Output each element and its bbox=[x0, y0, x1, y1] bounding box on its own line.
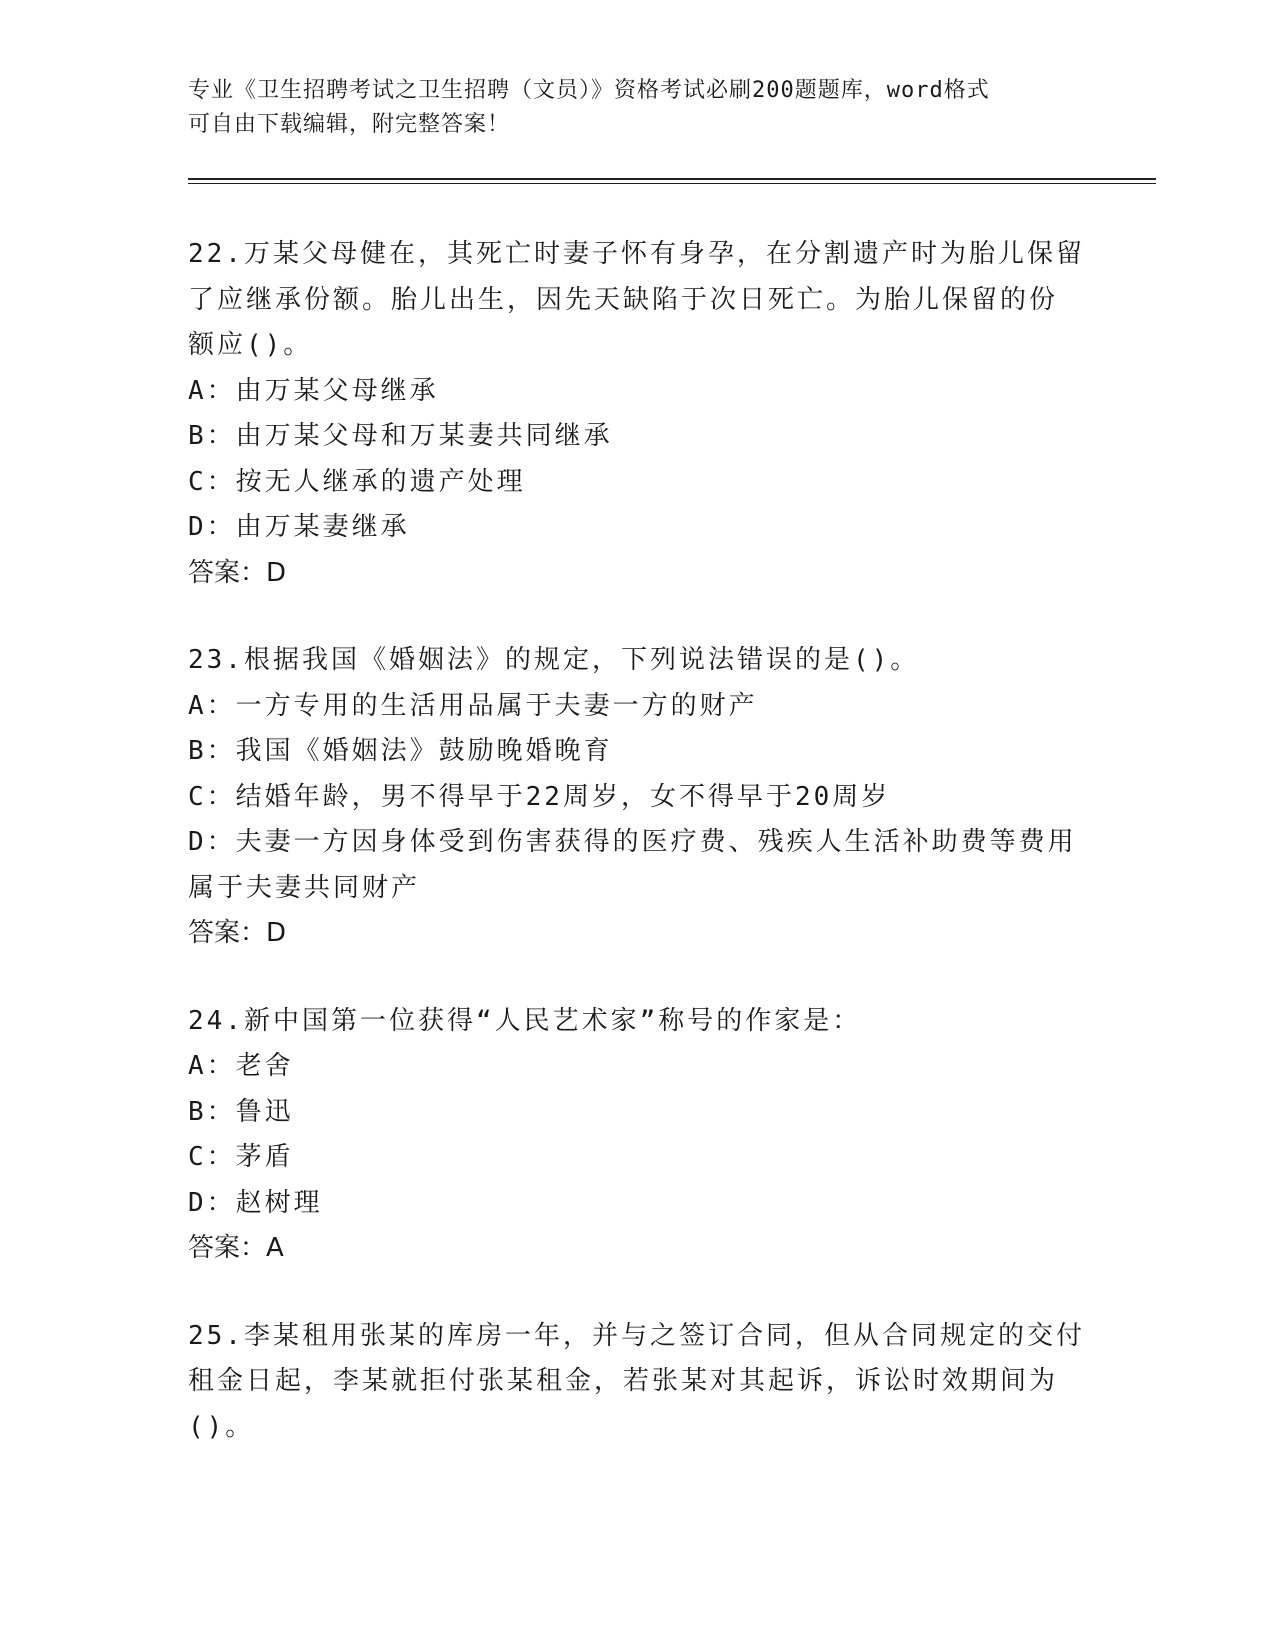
question-text-line: ()。 bbox=[188, 1411, 255, 1442]
option-line: D：由万某妻继承 bbox=[188, 512, 410, 542]
question-text-line: 了应继承份额。胎儿出生，因先天缺陷于次日死亡。为胎儿保留的份 bbox=[188, 284, 1059, 315]
option-line: C：茅盾 bbox=[188, 1142, 294, 1172]
question-text-line: 23.根据我国《婚姻法》的规定，下列说法错误的是()。 bbox=[188, 645, 920, 675]
option-line: B：鲁迅 bbox=[188, 1096, 294, 1127]
answer-line: 答案：D bbox=[188, 918, 287, 948]
answer-line: 答案：D bbox=[188, 557, 287, 588]
option-line: D：赵树理 bbox=[188, 1187, 323, 1218]
header-line-1: 专业《卫生招聘考试之卫生招聘（文员）》资格考试必刷200题题库，word格式 bbox=[188, 78, 990, 103]
question-text-line: 24.新中国第一位获得“人民艺术家”称号的作家是： bbox=[188, 1005, 862, 1036]
question-block bbox=[188, 232, 1088, 596]
option-line: C：结婚年龄，男不得早于22周岁，女不得早于20周岁 bbox=[188, 781, 891, 812]
question-block bbox=[188, 1314, 1088, 1451]
document-header bbox=[188, 74, 1088, 142]
question-text-line: 额应()。 bbox=[188, 330, 313, 360]
answer-line: 答案：A bbox=[188, 1233, 284, 1263]
option-line: C：按无人继承的遗产处理 bbox=[188, 466, 526, 497]
question-text-line: 租金日起，李某就拒付张某租金，若张某对其起诉，诉讼时效期间为 bbox=[188, 1366, 1059, 1396]
header-rule-thick bbox=[188, 178, 1156, 180]
option-line: A：由万某父母继承 bbox=[188, 375, 439, 406]
question-text-line: 25.李某租用张某的库房一年，并与之签订合同，但从合同规定的交付 bbox=[188, 1320, 1085, 1351]
option-line: B：由万某父母和万某妻共同继承 bbox=[188, 421, 613, 451]
option-line: B：我国《婚姻法》鼓励晚婚晚育 bbox=[188, 736, 613, 766]
option-line: A：一方专用的生活用品属于夫妻一方的财产 bbox=[188, 690, 758, 721]
header-rule-thin bbox=[188, 183, 1156, 184]
question-text-line: 22.万某父母健在，其死亡时妻子怀有身孕，在分割遗产时为胎儿保留 bbox=[188, 239, 1085, 269]
option-line: D：夫妻一方因身体受到伤害获得的医疗费、残疾人生活补助费等费用 bbox=[188, 827, 1077, 857]
question-list bbox=[188, 232, 1088, 1492]
question-block bbox=[188, 999, 1088, 1272]
option-line: A：老舍 bbox=[188, 1051, 294, 1081]
question-block bbox=[188, 638, 1088, 957]
option-line: 属于夫妻共同财产 bbox=[188, 872, 421, 903]
header-line-2: 可自由下载编辑，附完整答案！ bbox=[188, 112, 511, 137]
